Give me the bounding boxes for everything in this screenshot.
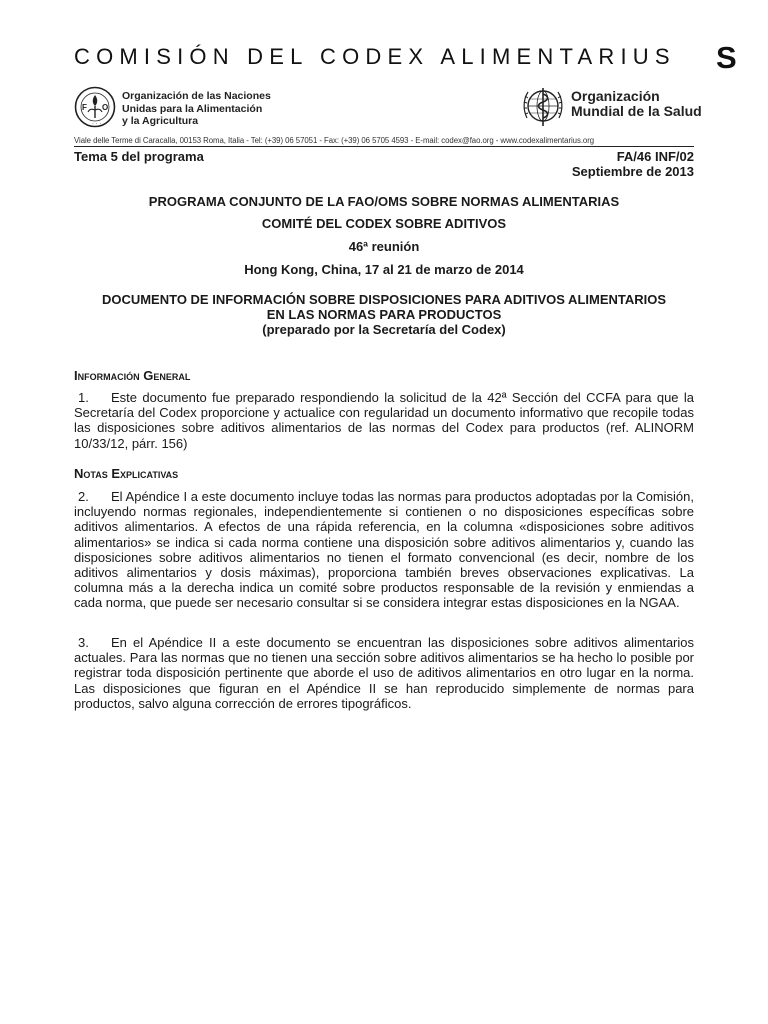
fao-logo bbox=[74, 86, 116, 128]
fao-logo-letter-o: O bbox=[102, 103, 109, 112]
paragraph-2 bbox=[74, 489, 694, 611]
venue-title: Hong Kong, China, 17 al 21 de marzo de 2014 bbox=[244, 262, 524, 277]
paragraph-text: El Apéndice I a este documento incluye todas las normas para productos adoptadas por la Comisión, incluyendo normas regionales, independientemente si contienen o no disposiciones específicas sobre aditivos alimentarios. A efectos de una rápida referencia, en la columna «disposiciones sobre aditivos alimentarios» se indica si cada norma contiene una disposición sobre aditivos alimentarios y, cuando las disposiciones sobre aditivos alimentarios no tienen el formato convencional (es decir, nombre de los aditivos alimentarios y dosis máximas), proporciona también breves observaciones explicativas. La columna más a la derecha indica un comité sobre productos responsable de la revisión y enmiendas a cada norma, que puede ser necesario consultar si se considera integrar estas disposiciones en la NGAA. bbox=[74, 489, 694, 611]
document-title-line-1: DOCUMENTO DE INFORMACIÓN SOBRE DISPOSICIONES PARA ADITIVOS ALIMENTARIOS bbox=[101, 292, 667, 307]
fao-logo-letter-f: F bbox=[82, 103, 87, 112]
fao-name-line-2: Unidas para la Alimentación bbox=[122, 102, 263, 115]
document-code: FA/46 INF/02 bbox=[616, 149, 694, 164]
paragraph-text: En el Apéndice II a este documento se encuentran las disposiciones sobre aditivos alimentarios actuales. Para las normas que no tienen una sección sobre aditivos alimentarios se ha hecho lo posible por registrar toda disposición pertinente que aborde el uso de aditivos alimentarios en otro lugar en la norma. Las disposiciones que figuran en el Apéndice II se han reproducido simplemente de normas para productos, salvo alguna corrección de errores tipográficos. bbox=[74, 635, 694, 711]
agenda-item: Tema 5 del programa bbox=[74, 149, 204, 164]
document-date: Septiembre de 2013 bbox=[571, 164, 694, 179]
paragraph-number: 3. bbox=[78, 635, 89, 650]
language-letter: S bbox=[716, 40, 737, 75]
document-reference bbox=[572, 149, 694, 179]
document-title bbox=[74, 292, 694, 337]
fao-name-line-3: y la Agricultura bbox=[122, 115, 199, 128]
fao-organization-name bbox=[122, 90, 302, 128]
header-divider bbox=[74, 146, 694, 147]
paragraph-number: 1. bbox=[78, 390, 89, 405]
who-logo bbox=[519, 84, 567, 130]
commission-title: COMISIÓN DEL CODEX ALIMENTARIUS bbox=[74, 44, 676, 69]
document-title-line-3: (preparado por la Secretaría del Codex) bbox=[262, 322, 506, 337]
who-name-line-2: Mundial de la Salud bbox=[571, 103, 702, 119]
fao-name-line-1: Organización de las Naciones bbox=[122, 90, 271, 102]
paragraph-1 bbox=[74, 390, 694, 451]
section-heading-notes: Notas Explicativas bbox=[74, 466, 179, 481]
masthead bbox=[74, 40, 737, 75]
document-title-line-2: EN LAS NORMAS PARA PRODUCTOS bbox=[266, 307, 502, 322]
paragraph-text: Este documento fue preparado respondiendo la solicitud de la 42ª Sección del CCFA para que la Secretaría del Codex proporcione y actualice con regularidad un documento informativo que recopile todas las disposiciones sobre aditivos alimentarios de las normas del Codex para productos (ref. ALINORM 10/33/12, párr. 156) bbox=[74, 390, 694, 451]
paragraph-3 bbox=[74, 635, 694, 711]
who-organization-name bbox=[571, 89, 702, 119]
paragraph-number: 2. bbox=[78, 489, 89, 504]
programme-title: PROGRAMA CONJUNTO DE LA FAO/OMS SOBRE NORMAS ALIMENTARIAS bbox=[148, 194, 620, 209]
contact-address: Viale delle Terme di Caracalla, 00153 Roma, Italia - Tel: (+39) 06 57051 - Fax: (+39) 06 5705 4593 - E-mail: codex@fao.org - www.codexalimentarius.org bbox=[74, 136, 595, 145]
section-heading-general: Información General bbox=[74, 368, 191, 383]
session-title: 46ª reunión bbox=[348, 239, 420, 254]
who-name-line-1: Organización bbox=[571, 88, 660, 104]
svg-text:· · ·: · · · bbox=[92, 121, 102, 127]
committee-title: COMITÉ DEL CODEX SOBRE ADITIVOS bbox=[261, 216, 507, 231]
